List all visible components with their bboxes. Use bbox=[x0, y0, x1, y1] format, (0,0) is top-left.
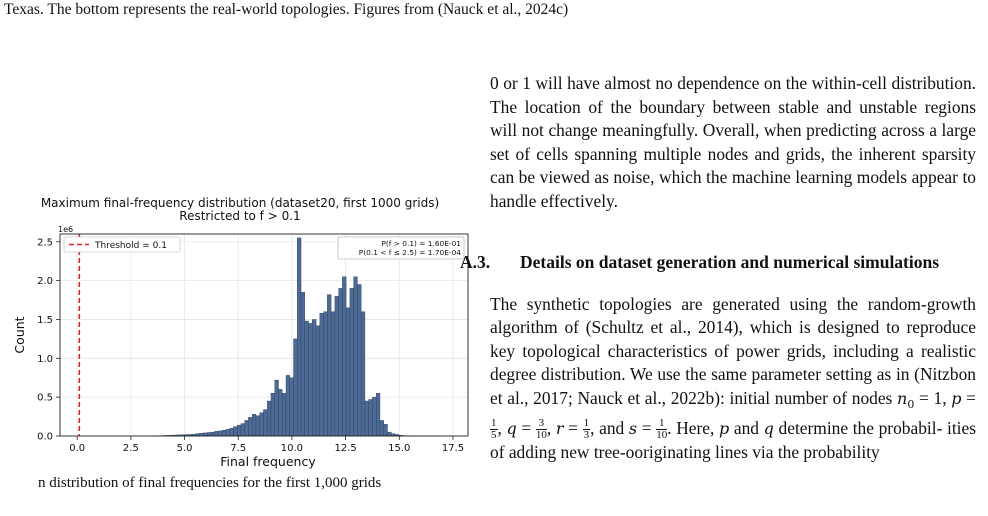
histogram-bar bbox=[294, 339, 298, 436]
section-heading bbox=[490, 251, 976, 273]
x-tick-label: 17.5 bbox=[442, 443, 464, 454]
histogram-bar bbox=[376, 393, 380, 436]
histogram-bar bbox=[203, 433, 207, 436]
histogram-bar bbox=[320, 313, 324, 436]
histogram-bar bbox=[312, 319, 316, 436]
histogram-bar bbox=[230, 428, 234, 436]
chart-subtitle: Restricted to f > 0.1 bbox=[0, 209, 480, 223]
histogram-bar bbox=[301, 292, 305, 436]
frac-s-den: 10 bbox=[656, 430, 667, 441]
histogram-bar bbox=[380, 420, 384, 436]
x-tick-label: 5.0 bbox=[177, 443, 193, 454]
section-title: Details on dataset generation and numerical simulations bbox=[520, 252, 939, 272]
frac-q bbox=[536, 418, 547, 441]
histogram-bar bbox=[324, 312, 328, 436]
math-eq3: = bbox=[517, 418, 536, 438]
histogram-bar bbox=[339, 288, 343, 436]
math-and2: and bbox=[729, 418, 763, 438]
histogram-bar bbox=[241, 424, 245, 436]
math-q2: q bbox=[764, 419, 774, 438]
histogram-bar bbox=[297, 238, 301, 436]
histogram-bar bbox=[215, 431, 219, 436]
y-tick-label: 0.0 bbox=[37, 432, 53, 443]
histogram-bar bbox=[278, 389, 282, 436]
figure-caption-text: n distribution of final frequencies for the first 1,000 grids bbox=[38, 475, 381, 491]
histogram-bar bbox=[361, 312, 365, 436]
histogram-bar bbox=[207, 433, 211, 436]
histogram-bar bbox=[372, 397, 376, 436]
math-eq1: = 1, bbox=[914, 388, 951, 408]
frac-r-num: 1 bbox=[583, 418, 591, 430]
para2-tail: determine the probabil- bbox=[774, 418, 942, 438]
x-tick-label: 10.0 bbox=[281, 443, 303, 454]
histogram-bar bbox=[350, 288, 354, 436]
histogram-bar bbox=[316, 326, 320, 436]
x-tick-label: 15.0 bbox=[388, 443, 410, 454]
histogram-bar bbox=[290, 378, 294, 436]
histogram-bar bbox=[237, 425, 241, 436]
histogram-bar bbox=[327, 295, 331, 436]
figure-caption bbox=[0, 474, 480, 494]
legend-label: Threshold = 0.1 bbox=[94, 241, 167, 251]
math-n0 bbox=[897, 389, 914, 408]
histogram-bar bbox=[384, 424, 388, 436]
math-sep3: , bbox=[547, 418, 551, 438]
section-number: A.3. bbox=[490, 251, 520, 273]
frac-s-num: 1 bbox=[656, 418, 667, 430]
math-p: p bbox=[951, 389, 961, 408]
histogram-bar bbox=[335, 296, 339, 436]
frac-q-num: 3 bbox=[536, 418, 547, 430]
paragraph-dataset-generation bbox=[490, 293, 976, 465]
histogram-bar bbox=[365, 401, 369, 436]
frac-r-den: 3 bbox=[583, 430, 591, 441]
histogram-bar bbox=[218, 431, 222, 436]
probability-annotation: P(f > 0.1) = 1.60E-01 bbox=[381, 239, 461, 248]
x-tick-label: 2.5 bbox=[123, 443, 139, 454]
histogram-bar bbox=[286, 375, 290, 436]
histogram-bar bbox=[271, 393, 275, 436]
y-tick-label: 1.0 bbox=[37, 354, 53, 365]
frac-p-den: 5 bbox=[490, 430, 498, 441]
chart-title: Maximum final-frequency distribution (dataset20, first 1000 grids) bbox=[0, 196, 480, 210]
histogram-bar bbox=[260, 413, 264, 436]
math-r: r bbox=[556, 419, 564, 438]
histogram-bar bbox=[226, 429, 230, 436]
histogram-bar bbox=[342, 277, 346, 436]
x-tick-label: 12.5 bbox=[334, 443, 356, 454]
para2-text: The synthetic topologies are generated using the random-growth algorithm of (Schultz et al., 2014), which is designed to reproduce key topological characteristics of power grids, including a realistic degree distribution. We use the same parameter setting as in (Nitzbon et al., 2017; Nauck et al., 2022b): initial number of nodes bbox=[490, 294, 976, 408]
y-multiplier-label: 1e6 bbox=[58, 225, 73, 234]
histogram-bar bbox=[267, 401, 271, 436]
y-tick-label: 0.5 bbox=[37, 393, 53, 404]
math-and: , and bbox=[590, 418, 629, 438]
y-tick-label: 1.5 bbox=[37, 315, 53, 326]
probability-annotation: P(0.1 < f ≤ 2.5) = 1.70E-04 bbox=[359, 248, 462, 257]
text-column bbox=[490, 72, 976, 465]
plot-frame bbox=[60, 234, 468, 436]
histogram-bar bbox=[305, 321, 309, 436]
math-p2: p bbox=[719, 419, 729, 438]
y-tick-label: 2.5 bbox=[37, 237, 53, 248]
histogram-bar bbox=[233, 427, 237, 436]
math-q: q bbox=[507, 419, 517, 438]
frac-s bbox=[656, 418, 667, 441]
histogram-bar bbox=[222, 430, 226, 436]
x-tick-label: 0.0 bbox=[69, 443, 85, 454]
frac-q-den: 10 bbox=[536, 430, 547, 441]
y-tick-label: 2.0 bbox=[37, 276, 53, 287]
histogram-bar bbox=[387, 432, 391, 436]
paragraph-sparsity: 0 or 1 will have almost no dependence on the within-cell distribution. The location of the boundary between stable and unstable regions will not change meaningfully. Overall, when predicting across a large set of cells spanning multiple nodes and grids, the inherent sparsity can be viewed as noise, which the machine learning models appear to handle effectively. bbox=[490, 72, 976, 214]
para2-tail-2: ities of adding new tree-ooriginating lines via the probability bbox=[490, 418, 976, 463]
histogram-bar bbox=[354, 277, 358, 436]
histogram-bar bbox=[248, 417, 252, 436]
math-s: s bbox=[629, 419, 637, 438]
x-axis-label: Final frequency bbox=[220, 454, 316, 469]
previous-figure-caption bbox=[0, 0, 988, 22]
frac-p-num: 1 bbox=[490, 418, 498, 430]
histogram-bar bbox=[252, 414, 256, 436]
histogram-chart bbox=[0, 222, 480, 516]
x-tick-label: 7.5 bbox=[230, 443, 246, 454]
histogram-bar bbox=[346, 308, 350, 436]
histogram-bar bbox=[282, 393, 286, 436]
histogram-bar bbox=[369, 399, 373, 436]
histogram-bar bbox=[263, 410, 267, 436]
histogram-bar bbox=[357, 285, 361, 437]
math-eq4: = bbox=[564, 418, 583, 438]
math-eq5: = bbox=[637, 418, 656, 438]
math-n: n bbox=[897, 389, 907, 408]
histogram-bar bbox=[331, 312, 335, 436]
histogram-bar bbox=[256, 416, 260, 436]
math-n0-sub: 0 bbox=[907, 398, 914, 411]
histogram-bar bbox=[211, 432, 215, 436]
histogram-bar bbox=[245, 420, 249, 436]
histogram-figure bbox=[0, 180, 480, 494]
caption-text: Texas. The bottom represents the real-world topologies. Figures from (Nauck et al., 2024c) bbox=[4, 2, 568, 18]
y-axis-label: Count bbox=[12, 316, 27, 353]
math-here: . Here, bbox=[667, 418, 719, 438]
frac-p bbox=[490, 418, 498, 441]
histogram-bar bbox=[275, 380, 279, 436]
math-eq2: = bbox=[962, 388, 977, 408]
histogram-bar bbox=[309, 323, 313, 436]
math-sep2: , bbox=[498, 418, 507, 438]
